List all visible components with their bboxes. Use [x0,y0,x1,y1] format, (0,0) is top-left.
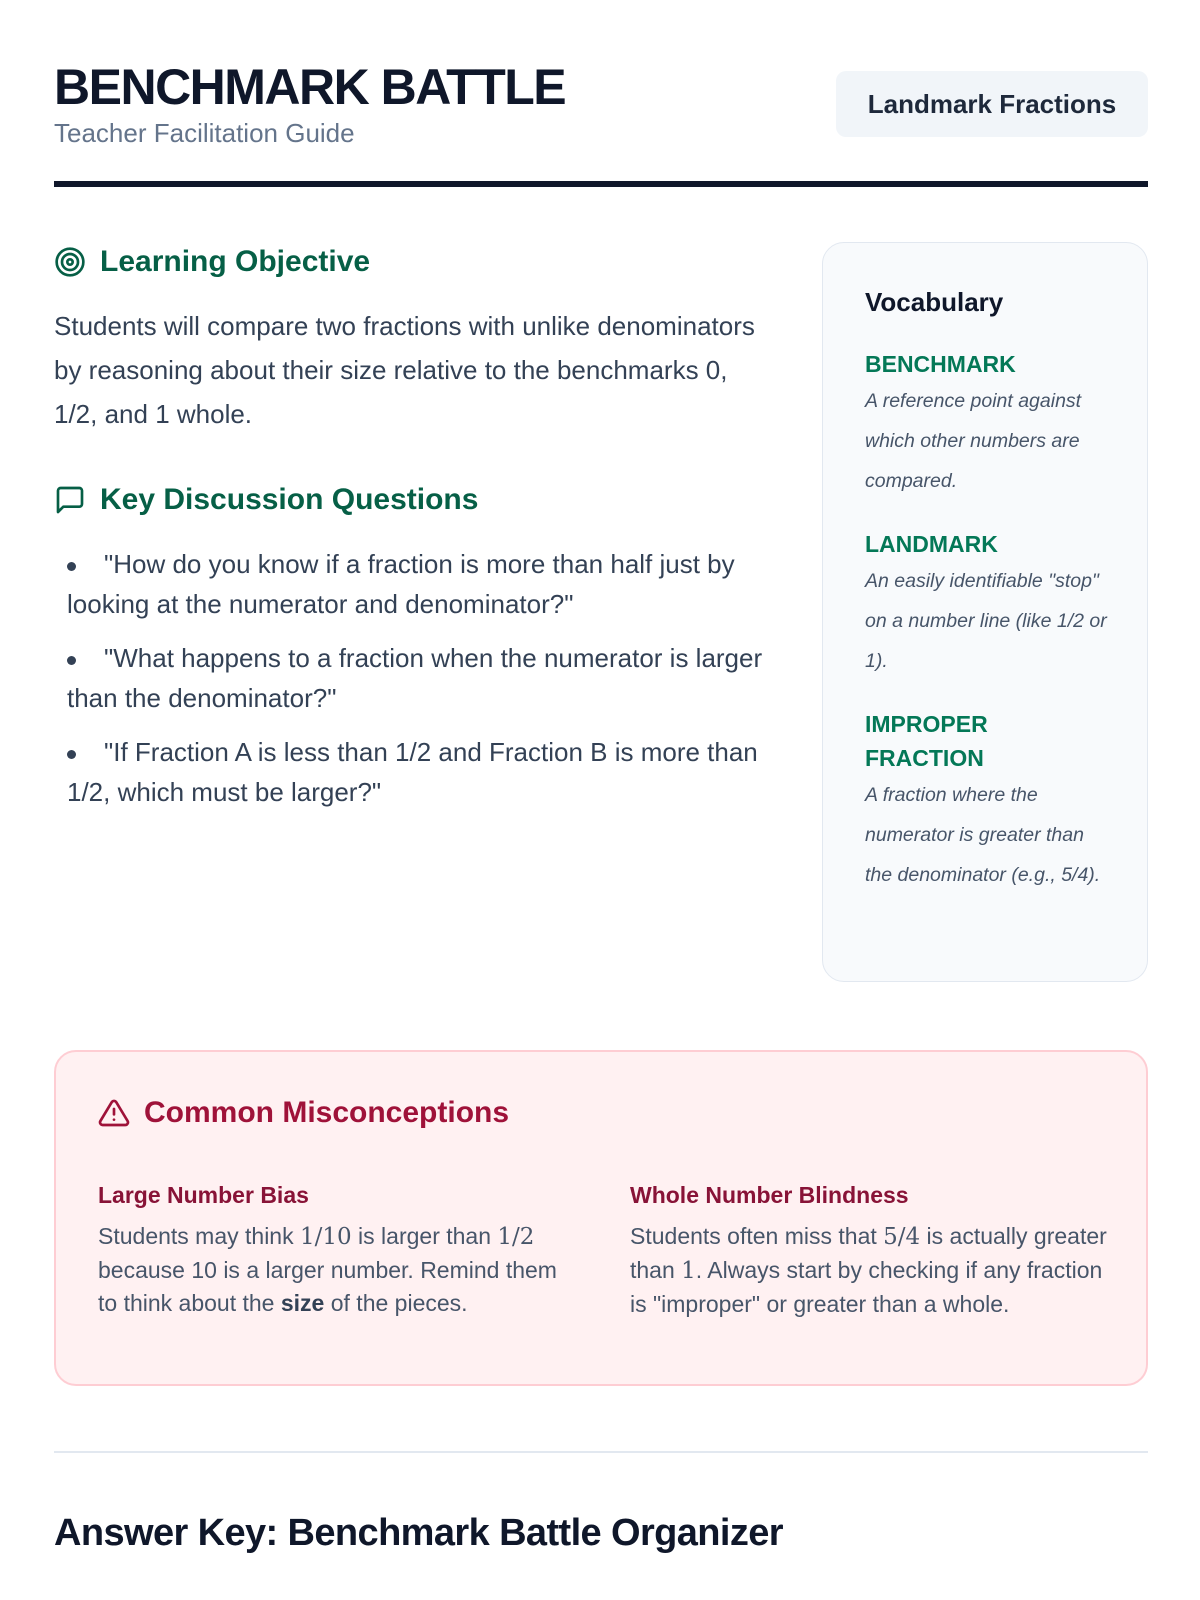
misconceptions-heading [98,1096,509,1130]
misconception-text: Students may think 1/10 is larger than 1/2 because 10 is a larger number. Remind them to think about the size of the pieces. [98,1223,557,1316]
page-header [54,56,1148,186]
vocabulary-card [822,242,1148,982]
misconception-item [630,1178,1108,1321]
learning-objective-heading [54,240,774,284]
math-expression: 1/2 [497,1224,535,1250]
section-divider [54,1451,1148,1453]
topic-tag: Landmark Fractions [836,71,1148,137]
document-subtitle: Teacher Facilitation Guide [54,118,355,148]
bullet-icon [67,750,76,759]
math-expression: 5/4 [883,1224,921,1250]
vocab-term: IMPROPER FRACTION [865,711,988,771]
vocabulary-title: Vocabulary [865,287,1004,317]
discussion-question [67,732,774,812]
discussion-questions-heading-text: Key Discussion Questions [100,483,479,516]
target-icon [54,246,86,278]
main-column [54,240,774,826]
message-square-icon [54,484,86,516]
learning-objective-text: Students will compare two fractions with unlike denominators by reasoning about their size relative to the benchmarks 0, 1/2, and 1 whole. [54,311,755,429]
vocab-definition: A reference point against which other numbers are compared. [865,390,1082,492]
misconception-title: Whole Number Blindness [630,1182,909,1208]
misconception-item [98,1178,576,1320]
bullet-icon [67,562,76,571]
vocab-definition: A fraction where the numerator is greater than the denominator (e.g., 5/4). [865,784,1101,886]
vocab-term: BENCHMARK [865,351,1016,377]
discussion-question-text: "If Fraction A is less than 1/2 and Fraction B is more than 1/2, which must be larger?" [67,737,758,807]
discussion-question [67,638,774,718]
bullet-icon [67,656,76,665]
misconception-text: Students often miss that 5/4 is actually greater than 1. Always start by checking if any fraction is "improper" or greater than a whole. [630,1223,1107,1317]
misconception-title: Large Number Bias [98,1182,309,1208]
document-title: BENCHMARK BATTLE [54,59,566,115]
discussion-question [67,544,774,624]
math-expression: 1/10 [300,1224,352,1250]
vocab-term: LANDMARK [865,531,998,557]
emphasis-text: size [280,1290,325,1316]
discussion-question-text: "What happens to a fraction when the numerator is larger than the denominator?" [67,643,763,713]
facilitation-guide-page [54,0,1148,1600]
discussion-questions-list [54,544,774,812]
warning-triangle-icon [98,1097,130,1129]
vocab-definition: An easily identifiable "stop" on a number line (like 1/2 or 1). [865,570,1107,672]
discussion-questions-heading [54,478,774,522]
answer-key-title: Answer Key: Benchmark Battle Organizer [54,1512,783,1554]
misconceptions-panel [54,1050,1148,1386]
header-divider [54,181,1148,187]
misconceptions-heading-text: Common Misconceptions [144,1096,510,1129]
learning-objective-heading-text: Learning Objective [100,245,371,278]
discussion-question-text: "How do you know if a fraction is more than half just by looking at the numerator and denominator?" [67,549,735,619]
math-expression: 1 [681,1258,696,1284]
